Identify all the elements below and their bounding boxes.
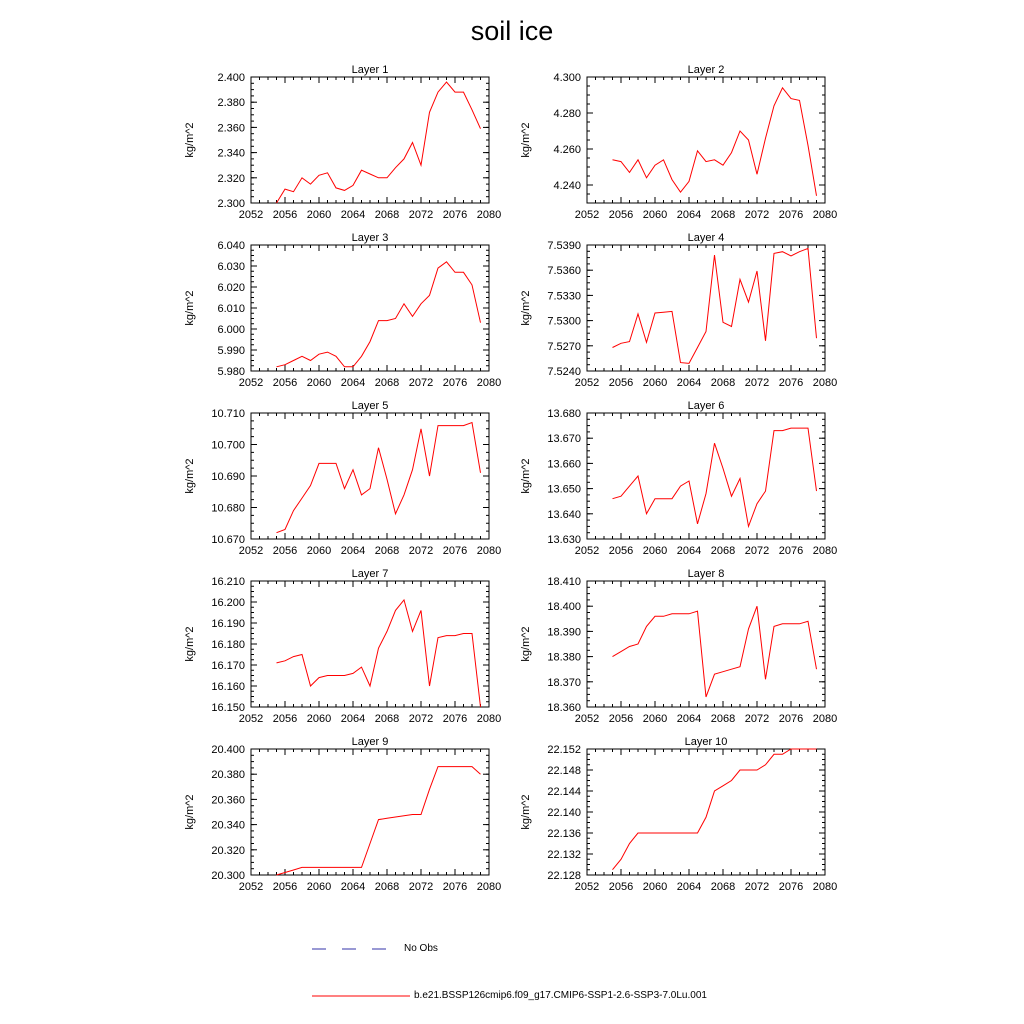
x-tick-label: 2068 — [374, 209, 400, 221]
panel-layer-4 — [520, 232, 837, 389]
x-tick-label: 2080 — [476, 377, 502, 389]
panel-layer-2 — [520, 64, 837, 221]
x-tick-label: 2064 — [676, 881, 702, 893]
y-tick-label: 13.670 — [547, 433, 581, 446]
plot-frame — [251, 77, 489, 203]
x-tick-label: 2076 — [442, 713, 468, 725]
y-tick-label: 20.320 — [211, 844, 245, 857]
y-tick-label: 22.132 — [547, 849, 581, 861]
legend-label-no-obs: No Obs — [404, 943, 438, 954]
x-tick-label: 2052 — [238, 545, 264, 557]
y-tick-label: 2.340 — [217, 147, 245, 160]
x-tick-label: 2076 — [442, 209, 468, 221]
y-tick-label: 16.210 — [211, 576, 245, 588]
x-tick-label: 2080 — [812, 545, 838, 557]
y-tick-label: 6.030 — [217, 261, 245, 273]
x-tick-label: 2052 — [238, 209, 264, 221]
y-tick-label: 2.360 — [217, 122, 245, 135]
x-tick-label: 2072 — [408, 377, 434, 389]
x-tick-label: 2068 — [710, 881, 736, 893]
x-tick-label: 2076 — [778, 713, 804, 725]
panel-title: Layer 3 — [351, 232, 389, 244]
y-tick-label: 4.300 — [553, 72, 581, 84]
y-axis-label: kg/m^2 — [520, 626, 532, 662]
plot-frame — [251, 245, 489, 371]
y-tick-label: 13.650 — [547, 483, 581, 496]
x-tick-label: 2072 — [744, 545, 770, 557]
panel-layer-5 — [184, 400, 501, 557]
y-axis-label: kg/m^2 — [520, 122, 532, 158]
series-line — [613, 428, 817, 526]
panel-title: Layer 2 — [687, 64, 725, 76]
x-tick-label: 2072 — [744, 377, 770, 389]
panel-title: Layer 5 — [351, 400, 389, 412]
x-tick-label: 2052 — [574, 209, 600, 221]
panel-layer-7 — [184, 568, 501, 725]
y-tick-label: 7.5300 — [547, 315, 581, 328]
panel-layer-10 — [520, 736, 837, 893]
x-tick-label: 2060 — [642, 881, 668, 893]
panel-layer-1 — [184, 64, 501, 221]
y-tick-label: 2.380 — [217, 97, 245, 110]
x-tick-label: 2068 — [374, 545, 400, 557]
y-tick-label: 7.5330 — [547, 290, 581, 303]
plot-frame — [587, 413, 825, 539]
y-tick-label: 16.180 — [211, 639, 245, 651]
y-tick-label: 6.020 — [217, 282, 245, 294]
y-tick-label: 18.380 — [547, 651, 581, 664]
x-tick-label: 2080 — [476, 545, 502, 557]
x-tick-label: 2076 — [778, 377, 804, 389]
x-tick-label: 2068 — [710, 713, 736, 725]
x-tick-label: 2064 — [676, 209, 702, 221]
y-axis-label: kg/m^2 — [184, 122, 196, 158]
y-tick-label: 20.360 — [211, 794, 245, 807]
x-tick-label: 2072 — [408, 881, 434, 893]
x-tick-label: 2064 — [340, 545, 366, 557]
x-tick-label: 2060 — [306, 713, 332, 725]
y-tick-label: 4.280 — [553, 108, 581, 120]
panel-title: Layer 8 — [687, 568, 725, 580]
panel-title: Layer 7 — [351, 568, 389, 580]
y-axis-label: kg/m^2 — [184, 794, 196, 830]
plot-frame — [251, 581, 489, 707]
x-tick-label: 2064 — [676, 713, 702, 725]
x-tick-label: 2052 — [574, 713, 600, 725]
y-tick-label: 16.170 — [211, 660, 245, 672]
x-tick-label: 2072 — [744, 209, 770, 221]
x-tick-label: 2060 — [306, 209, 332, 221]
y-tick-label: 22.152 — [547, 744, 581, 756]
series-line — [277, 600, 481, 707]
x-tick-label: 2072 — [744, 881, 770, 893]
series-line — [613, 606, 817, 697]
y-tick-label: 13.630 — [547, 534, 581, 546]
x-tick-label: 2056 — [272, 713, 298, 725]
y-tick-label: 7.5240 — [547, 366, 581, 378]
x-tick-label: 2052 — [238, 881, 264, 893]
x-tick-label: 2060 — [642, 545, 668, 557]
x-tick-label: 2080 — [812, 209, 838, 221]
x-tick-label: 2056 — [608, 545, 634, 557]
y-axis-label: kg/m^2 — [184, 626, 196, 662]
x-tick-label: 2076 — [442, 545, 468, 557]
y-tick-label: 4.240 — [553, 180, 581, 192]
x-tick-label: 2064 — [340, 881, 366, 893]
panel-title: Layer 6 — [687, 400, 725, 412]
x-tick-label: 2080 — [812, 377, 838, 389]
y-tick-label: 13.640 — [547, 508, 581, 521]
x-tick-label: 2056 — [272, 881, 298, 893]
panel-title: Layer 4 — [687, 232, 725, 244]
x-tick-label: 2056 — [608, 377, 634, 389]
y-tick-label: 22.136 — [547, 828, 581, 840]
x-tick-label: 2060 — [306, 377, 332, 389]
panel-layer-6 — [520, 400, 837, 557]
x-tick-label: 2080 — [476, 881, 502, 893]
y-axis-label: kg/m^2 — [520, 458, 532, 494]
x-tick-label: 2056 — [608, 881, 634, 893]
figure-title: soil ice — [470, 16, 554, 46]
x-tick-label: 2076 — [778, 209, 804, 221]
x-tick-label: 2068 — [374, 377, 400, 389]
x-tick-label: 2052 — [574, 377, 600, 389]
x-tick-label: 2072 — [744, 713, 770, 725]
x-tick-label: 2060 — [642, 209, 668, 221]
x-tick-label: 2080 — [812, 713, 838, 725]
y-tick-label: 10.690 — [211, 471, 245, 483]
y-axis-label: kg/m^2 — [520, 290, 532, 326]
y-tick-label: 22.148 — [547, 765, 581, 777]
y-tick-label: 7.5270 — [547, 340, 581, 353]
y-tick-label: 22.128 — [547, 870, 581, 882]
x-tick-label: 2064 — [340, 377, 366, 389]
panel-layer-3 — [184, 232, 501, 389]
x-tick-label: 2080 — [812, 881, 838, 893]
x-tick-label: 2068 — [710, 209, 736, 221]
y-tick-label: 5.980 — [217, 366, 245, 378]
x-tick-label: 2064 — [676, 545, 702, 557]
series-line — [277, 423, 481, 533]
x-tick-label: 2068 — [710, 545, 736, 557]
x-tick-label: 2064 — [676, 377, 702, 389]
series-line — [613, 88, 817, 196]
y-tick-label: 6.040 — [217, 240, 245, 252]
series-line — [613, 248, 817, 363]
x-tick-label: 2056 — [608, 209, 634, 221]
y-tick-label: 18.370 — [547, 676, 581, 689]
y-tick-label: 6.000 — [217, 324, 245, 336]
y-tick-label: 2.400 — [217, 72, 245, 84]
y-tick-label: 22.144 — [547, 786, 581, 798]
x-tick-label: 2060 — [306, 881, 332, 893]
y-tick-label: 16.150 — [211, 702, 245, 714]
x-tick-label: 2052 — [238, 713, 264, 725]
x-tick-label: 2056 — [272, 545, 298, 557]
y-tick-label: 18.390 — [547, 626, 581, 639]
y-tick-label: 16.190 — [211, 618, 245, 630]
y-tick-label: 10.700 — [211, 439, 245, 452]
x-tick-label: 2072 — [408, 713, 434, 725]
y-tick-label: 18.360 — [547, 702, 581, 714]
x-tick-label: 2056 — [608, 713, 634, 725]
x-tick-label: 2060 — [306, 545, 332, 557]
x-tick-label: 2056 — [272, 377, 298, 389]
y-tick-label: 20.340 — [211, 819, 245, 832]
x-tick-label: 2052 — [574, 545, 600, 557]
y-tick-label: 10.680 — [211, 502, 245, 515]
x-tick-label: 2064 — [340, 713, 366, 725]
y-tick-label: 7.5390 — [547, 240, 581, 252]
y-tick-label: 10.710 — [211, 408, 245, 420]
y-tick-label: 6.010 — [217, 303, 245, 315]
x-tick-label: 2080 — [476, 713, 502, 725]
legend-label-model: b.e21.BSSP126cmip6.f09_g17.CMIP6-SSP1-2.6-SSP3-7.0Lu.001 — [414, 990, 707, 1001]
plot-frame — [587, 581, 825, 707]
x-tick-label: 2076 — [442, 881, 468, 893]
y-tick-label: 7.5360 — [547, 265, 581, 278]
y-tick-label: 2.320 — [217, 172, 245, 185]
plot-frame — [251, 413, 489, 539]
y-tick-label: 22.140 — [547, 807, 581, 819]
series-line — [277, 262, 481, 367]
y-tick-label: 2.300 — [217, 198, 245, 210]
x-tick-label: 2060 — [642, 713, 668, 725]
series-line — [277, 82, 481, 203]
y-axis-label: kg/m^2 — [184, 458, 196, 494]
panel-layer-8 — [520, 568, 837, 725]
x-tick-label: 2052 — [238, 377, 264, 389]
plot-frame — [251, 749, 489, 875]
y-tick-label: 4.260 — [553, 144, 581, 156]
x-tick-label: 2068 — [374, 713, 400, 725]
y-tick-label: 16.160 — [211, 681, 245, 693]
x-tick-label: 2076 — [778, 881, 804, 893]
x-tick-label: 2080 — [476, 209, 502, 221]
panel-title: Layer 9 — [351, 736, 389, 748]
y-tick-label: 13.680 — [547, 408, 581, 420]
y-tick-label: 10.670 — [211, 534, 245, 546]
y-tick-label: 18.400 — [547, 601, 581, 614]
x-tick-label: 2076 — [778, 545, 804, 557]
y-tick-label: 5.990 — [217, 345, 245, 357]
series-line — [277, 767, 481, 875]
x-tick-label: 2060 — [642, 377, 668, 389]
y-axis-label: kg/m^2 — [184, 290, 196, 326]
x-tick-label: 2056 — [272, 209, 298, 221]
y-tick-label: 20.300 — [211, 870, 245, 882]
x-tick-label: 2072 — [408, 545, 434, 557]
x-tick-label: 2068 — [374, 881, 400, 893]
x-tick-label: 2064 — [340, 209, 366, 221]
panel-title: Layer 10 — [684, 736, 728, 748]
y-tick-label: 16.200 — [211, 597, 245, 609]
panel-title: Layer 1 — [351, 64, 389, 76]
y-tick-label: 20.380 — [211, 769, 245, 782]
x-tick-label: 2076 — [442, 377, 468, 389]
series-line — [613, 749, 817, 870]
y-tick-label: 13.660 — [547, 458, 581, 471]
plot-frame — [587, 245, 825, 371]
y-axis-label: kg/m^2 — [520, 794, 532, 830]
x-tick-label: 2052 — [574, 881, 600, 893]
y-tick-label: 18.410 — [547, 576, 581, 588]
x-tick-label: 2072 — [408, 209, 434, 221]
panel-layer-9 — [184, 736, 501, 893]
y-tick-label: 20.400 — [211, 744, 245, 756]
x-tick-label: 2068 — [710, 377, 736, 389]
